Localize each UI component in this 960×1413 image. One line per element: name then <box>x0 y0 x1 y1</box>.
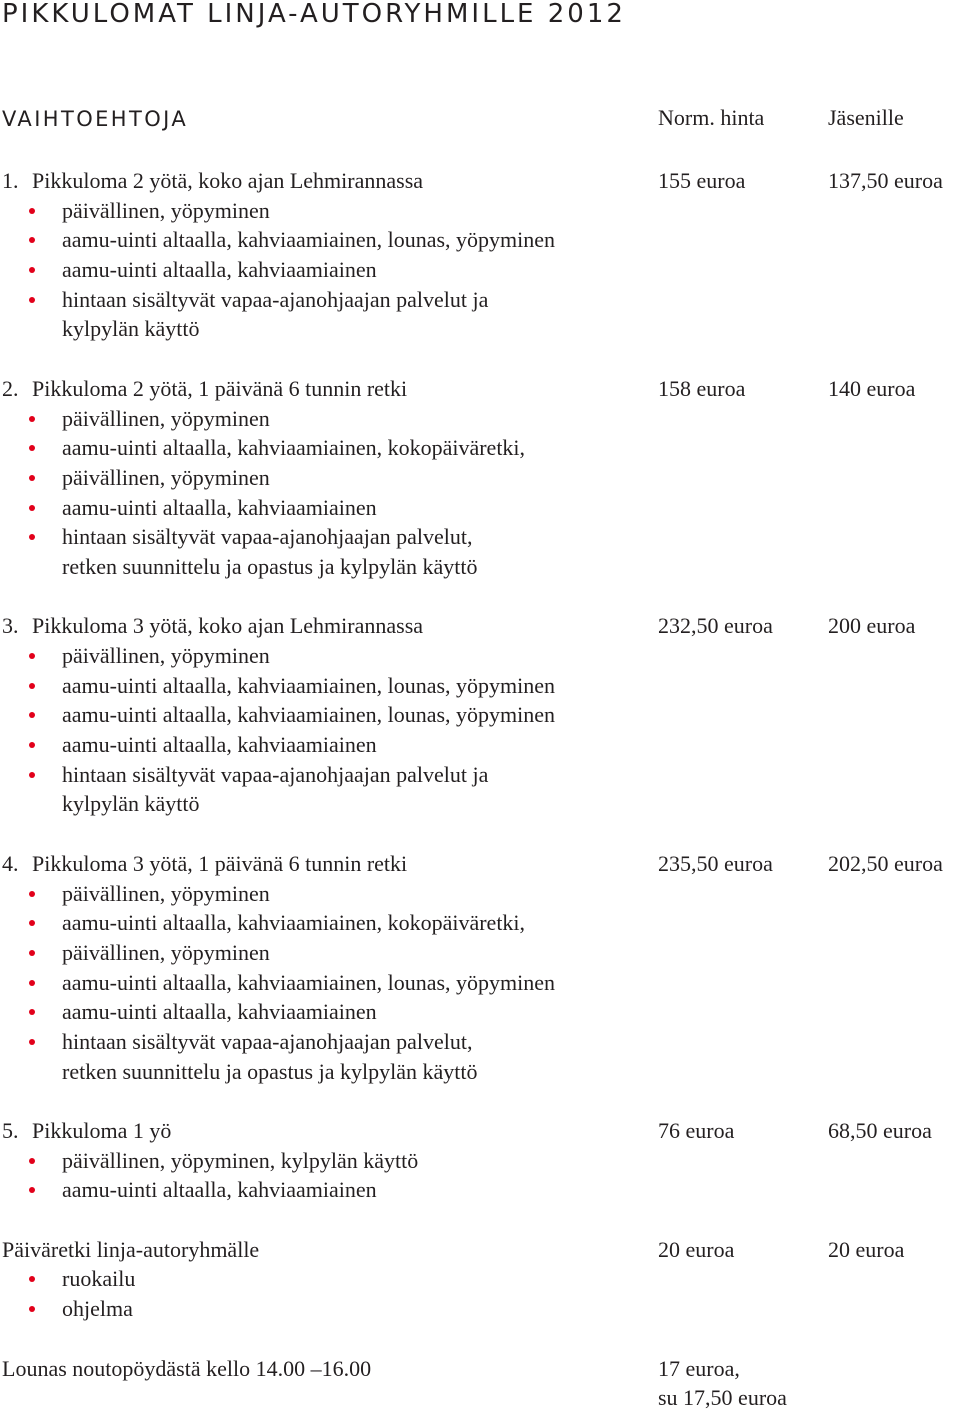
bullet-text: aamu-uinti altaalla, kahviaamiainen <box>62 999 377 1025</box>
offer-bullet <box>0 700 960 730</box>
member-price: 202,50 euroa <box>828 850 943 876</box>
page-title: PIKKULOMAT LINJA-AUTORYHMILLE 2012 <box>2 0 626 29</box>
offer-title: Pikkuloma 3 yötä, 1 päivänä 6 tunnin retki <box>32 850 408 876</box>
bullet-dot-icon <box>29 683 35 689</box>
offer-heading <box>0 1354 960 1411</box>
bullet-continuation: retken suunnittelu ja opastus ja kylpylän käyttö <box>62 1058 478 1084</box>
bullet-continuation: retken suunnittelu ja opastus ja kylpylän käyttö <box>62 553 478 579</box>
offer-title: Pikkuloma 3 yötä, koko ajan Lehmirannassa <box>32 613 424 639</box>
bullet-dot-icon <box>29 653 35 659</box>
offer-title: Päiväretki linja-autoryhmälle <box>2 1236 260 1262</box>
bullet-text: aamu-uinti altaalla, kahviaamiainen, kokopäiväretki, <box>62 910 526 936</box>
bullet-dot-icon <box>29 1039 35 1045</box>
normal-price: 235,50 euroa <box>658 850 773 876</box>
offer-title: Pikkuloma 1 yö <box>32 1118 172 1143</box>
bullet-dot-icon <box>29 1187 35 1193</box>
offer-bullet <box>0 463 960 493</box>
column-header-member-price: Jäsenille <box>828 105 904 130</box>
bullet-continuation: kylpylän käyttö <box>62 791 200 817</box>
offer-title: Pikkuloma 2 yötä, 1 päivänä 6 tunnin retki <box>32 375 408 401</box>
offer-bullet <box>0 908 960 938</box>
offer-bullet <box>0 1027 960 1057</box>
bullet-dot-icon <box>29 920 35 926</box>
offer-bullet <box>0 641 960 671</box>
bullet-dot-icon <box>29 891 35 897</box>
offer-item <box>0 1116 960 1205</box>
bullet-dot-icon <box>29 475 35 481</box>
bullet-dot-icon <box>29 1009 35 1015</box>
spacer <box>0 344 960 374</box>
bullet-dot-icon <box>29 267 35 273</box>
column-header-normal-price: Norm. hinta <box>658 105 765 130</box>
offer-bullet <box>0 1146 960 1176</box>
spacer <box>0 1086 960 1116</box>
normal-price: 158 euroa <box>658 375 746 401</box>
offer-bullet <box>0 493 960 523</box>
bullet-dot-icon <box>29 237 35 243</box>
bullet-text: ohjelma <box>62 1296 133 1322</box>
bullet-dot-icon <box>29 534 35 540</box>
offer-item <box>0 611 960 819</box>
bullet-text: aamu-uinti altaalla, kahviaamiainen, lounas, yöpyminen <box>62 969 556 995</box>
member-price: 137,50 euroa <box>828 168 943 193</box>
offer-number: 3. <box>2 613 19 639</box>
bullet-text: päivällinen, yöpyminen <box>62 464 270 490</box>
bullet-text: päivällinen, yöpyminen <box>62 643 270 668</box>
offer-number: 1. <box>2 168 19 193</box>
bullet-dot-icon <box>29 445 35 451</box>
offer-bullet <box>0 1175 960 1205</box>
bullet-continuation: kylpylän käyttö <box>62 316 200 342</box>
offer-bullet <box>0 522 960 552</box>
table-header <box>0 104 960 134</box>
member-price: 140 euroa <box>828 375 916 401</box>
offer-bullet <box>0 730 960 760</box>
bullet-dot-icon <box>29 772 35 778</box>
member-price: 20 euroa <box>828 1236 905 1262</box>
offer-item <box>0 1354 960 1411</box>
offer-item <box>0 166 960 344</box>
offer-heading <box>0 166 960 196</box>
bullet-dot-icon <box>29 416 35 422</box>
spacer <box>0 819 960 849</box>
offer-item <box>0 374 960 582</box>
offer-bullet <box>0 938 960 968</box>
spacer <box>0 1324 960 1354</box>
normal-price: 76 euroa <box>658 1118 735 1143</box>
offer-bullet <box>0 760 960 790</box>
bullet-dot-icon <box>29 505 35 511</box>
offer-bullet <box>0 285 960 315</box>
bullet-dot-icon <box>29 208 35 214</box>
offer-bullet <box>0 997 960 1027</box>
normal-price: 232,50 euroa <box>658 613 773 639</box>
bullet-text: aamu-uinti altaalla, kahviaamiainen <box>62 494 377 520</box>
bullet-text: aamu-uinti altaalla, kahviaamiainen, lounas, yöpyminen <box>62 672 556 698</box>
offer-bullet <box>0 196 960 226</box>
member-price: 200 euroa <box>828 613 916 639</box>
bullet-dot-icon <box>29 742 35 748</box>
bullet-text: aamu-uinti altaalla, kahviaamiainen <box>62 1177 377 1203</box>
spacer <box>0 582 960 612</box>
bullet-dot-icon <box>29 1306 35 1312</box>
offer-number: 2. <box>2 375 19 401</box>
offer-heading <box>0 849 960 879</box>
offer-bullet <box>0 671 960 701</box>
offer-heading <box>0 611 960 641</box>
bullet-text: hintaan sisältyvät vapaa-ajanohjaajan palvelut ja <box>62 761 489 787</box>
normal-price: 17 euroa, <box>658 1355 740 1381</box>
offer-heading <box>0 1235 960 1265</box>
bullet-text: aamu-uinti altaalla, kahviaamiainen <box>62 257 377 283</box>
bullet-dot-icon <box>29 1276 35 1282</box>
bullet-text: aamu-uinti altaalla, kahviaamiainen, kokopäiväretki, <box>62 435 526 461</box>
bullet-text: päivällinen, yöpyminen <box>62 939 270 965</box>
bullet-dot-icon <box>29 297 35 303</box>
bullet-text: hintaan sisältyvät vapaa-ajanohjaajan palvelut, <box>62 1028 473 1054</box>
bullet-dot-icon <box>29 950 35 956</box>
bullet-text: päivällinen, yöpyminen <box>62 197 270 223</box>
bullet-text: päivällinen, yöpyminen <box>62 405 270 431</box>
bullet-text: hintaan sisältyvät vapaa-ajanohjaajan palvelut, <box>62 524 473 550</box>
bullet-text: päivällinen, yöpyminen, kylpylän käyttö <box>62 1147 419 1173</box>
spacer <box>0 1205 960 1235</box>
bullet-dot-icon <box>29 1158 35 1164</box>
bullet-text: aamu-uinti altaalla, kahviaamiainen <box>62 732 377 758</box>
offer-heading <box>0 374 960 404</box>
offer-bullet <box>0 1294 960 1324</box>
offer-title: Lounas noutopöydästä kello 14.00 –16.00 <box>2 1355 372 1381</box>
bullet-text: aamu-uinti altaalla, kahviaamiainen, lounas, yöpyminen <box>62 702 556 728</box>
offer-bullet <box>0 968 960 998</box>
offer-item <box>0 1235 960 1324</box>
section-subtitle: VAIHTOEHTOJA <box>2 107 189 131</box>
offer-bullet <box>0 255 960 285</box>
normal-price-sunday: su 17,50 euroa <box>658 1385 787 1411</box>
offer-heading <box>0 1116 960 1146</box>
offer-item <box>0 849 960 1087</box>
offer-number: 5. <box>2 1118 19 1143</box>
offer-bullet <box>0 404 960 434</box>
bullet-dot-icon <box>29 712 35 718</box>
normal-price: 20 euroa <box>658 1236 735 1262</box>
bullet-text: ruokailu <box>62 1266 136 1292</box>
member-price: 68,50 euroa <box>828 1118 932 1143</box>
normal-price: 155 euroa <box>658 168 746 193</box>
bullet-text: aamu-uinti altaalla, kahviaamiainen, lounas, yöpyminen <box>62 227 556 253</box>
offer-number: 4. <box>2 850 19 876</box>
offer-list <box>0 166 960 1411</box>
offer-bullet <box>0 1264 960 1294</box>
offer-title: Pikkuloma 2 yötä, koko ajan Lehmirannassa <box>32 168 424 193</box>
bullet-text: päivällinen, yöpyminen <box>62 880 270 906</box>
offer-bullet <box>0 225 960 255</box>
bullet-dot-icon <box>29 980 35 986</box>
offer-bullet <box>0 879 960 909</box>
offer-bullet <box>0 433 960 463</box>
bullet-text: hintaan sisältyvät vapaa-ajanohjaajan palvelut ja <box>62 286 489 312</box>
